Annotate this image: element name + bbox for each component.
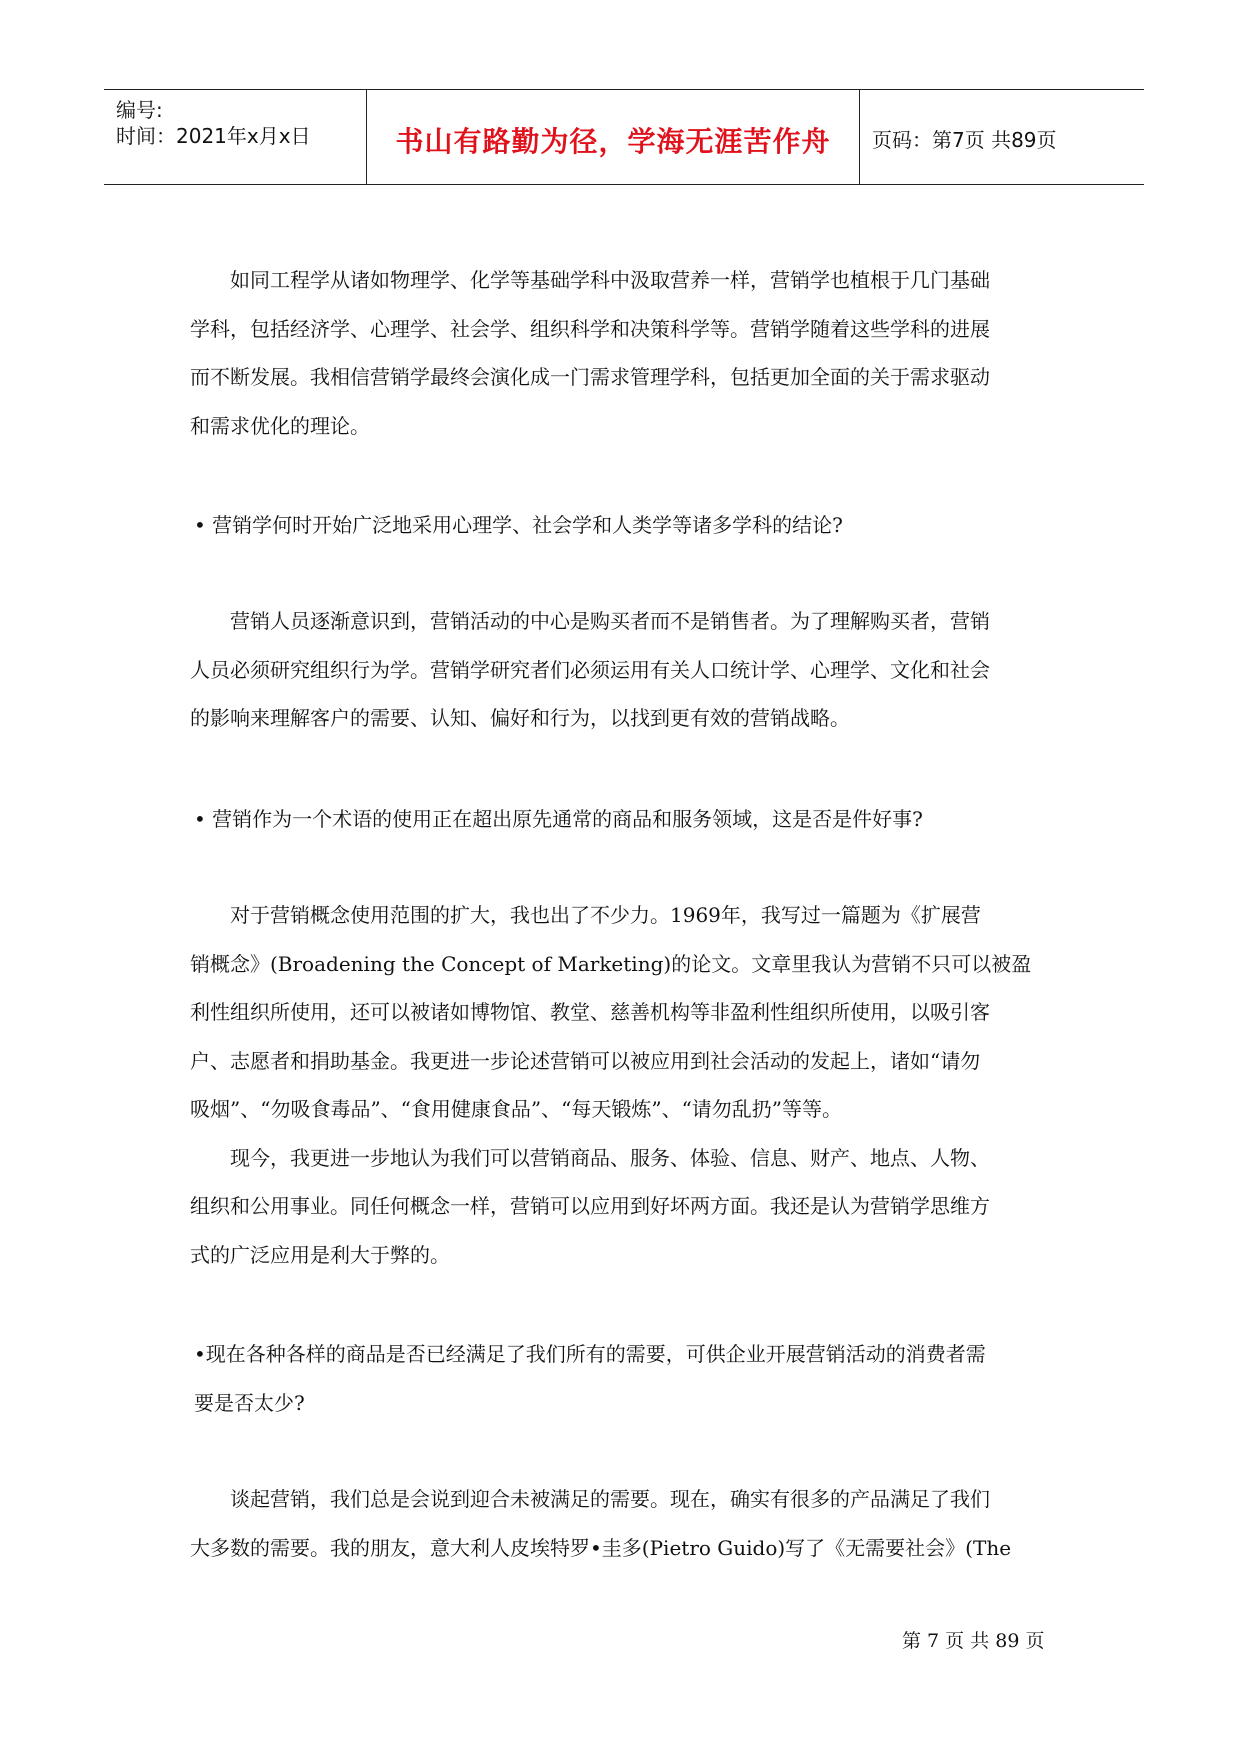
paragraph-line: 人员必须研究组织行为学。营销学研究者们必须运用有关人口统计学、心理学、文化和社会 xyxy=(190,657,990,682)
paragraph-4 xyxy=(190,1475,1050,1572)
paragraph-line: 和需求优化的理论。 xyxy=(190,413,370,438)
question-2: • 营销作为一个术语的使用正在超出原先通常的商品和服务领域，这是否是件好事? xyxy=(194,807,923,831)
paragraph-line: 组织和公用事业。同任何概念一样，营销可以应用到好坏两方面。我还是认为营销学思维方 xyxy=(190,1194,990,1218)
header-page-info: 页码：第7页 共89页 xyxy=(872,128,1057,152)
paragraph-line: 的影响来理解客户的需要、认知、偏好和行为，以找到更有效的营销战略。 xyxy=(190,706,850,730)
header-motto: 书山有路勤为径，学海无涯苦作舟 xyxy=(395,125,831,158)
paragraph-2 xyxy=(190,597,1050,743)
question-3 xyxy=(194,1330,1054,1427)
paragraph-1 xyxy=(190,256,1050,450)
page-footer: 第 7 页 共 89 页 xyxy=(902,1630,1045,1652)
paragraph-line: 式的广泛应用是利大于弊的。 xyxy=(190,1242,450,1267)
paragraph-line: 大多数的需要。我的朋友，意大利人皮埃特罗•圭多(Pietro Guido)写了《无需要社会》(The xyxy=(190,1535,1012,1560)
paragraph-line: 利性组织所使用，还可以被诸如博物馆、教堂、慈善机构等非盈利性组织所使用，以吸引客 xyxy=(190,1000,990,1024)
question-line: •现在各种各样的商品是否已经满足了我们所有的需要，可供企业开展营销活动的消费者需 xyxy=(194,1342,986,1366)
paragraph-line: 对于营销概念使用范围的扩大，我也出了不少力。1969年，我写过一篇题为《扩展营 xyxy=(190,903,981,927)
paragraph-line: 谈起营销，我们总是会说到迎合未被满足的需要。现在，确实有很多的产品满足了我们 xyxy=(190,1487,990,1511)
paragraph-line: 现今，我更进一步地认为我们可以营销商品、服务、体验、信息、财产、地点、人物、 xyxy=(190,1145,990,1170)
paragraph-3 xyxy=(190,891,1050,1279)
paragraph-line: 销概念》(Broadening the Concept of Marketing)的论文。文章里我认为营销不只可以被盈 xyxy=(190,951,1032,976)
paragraph-line: 学科，包括经济学、心理学、社会学、组织科学和决策科学等。营销学随着这些学科的进展 xyxy=(190,316,990,341)
paragraph-line: 营销人员逐渐意识到，营销活动的中心是购买者而不是销售者。为了理解购买者，营销 xyxy=(190,609,990,633)
header-motto-cell xyxy=(366,90,860,184)
question-1: • 营销学何时开始广泛地采用心理学、社会学和人类学等诸多学科的结论? xyxy=(194,513,843,537)
paragraph-line: 吸烟”、“勿吸食毒品”、“食用健康食品”、“每天锻炼”、“请勿乱扔”等等。 xyxy=(190,1097,843,1121)
header-page-cell xyxy=(860,90,1144,184)
paragraph-line: 户、志愿者和捐助基金。我更进一步论述营销可以被应用到社会活动的发起上，诸如“请勿 xyxy=(190,1048,981,1073)
document-date-label: 时间：2021年x月x日 xyxy=(116,124,311,148)
paragraph-line: 如同工程学从诸如物理学、化学等基础学科中汲取营养一样，营销学也植根于几门基础 xyxy=(190,268,990,292)
header-meta-cell xyxy=(104,90,366,184)
document-number-label: 编号: xyxy=(116,98,163,122)
page-header xyxy=(104,89,1144,185)
paragraph-line: 而不断发展。我相信营销学最终会演化成一门需求管理学科，包括更加全面的关于需求驱动 xyxy=(190,365,990,389)
question-line: 要是否太少? xyxy=(194,1390,305,1415)
